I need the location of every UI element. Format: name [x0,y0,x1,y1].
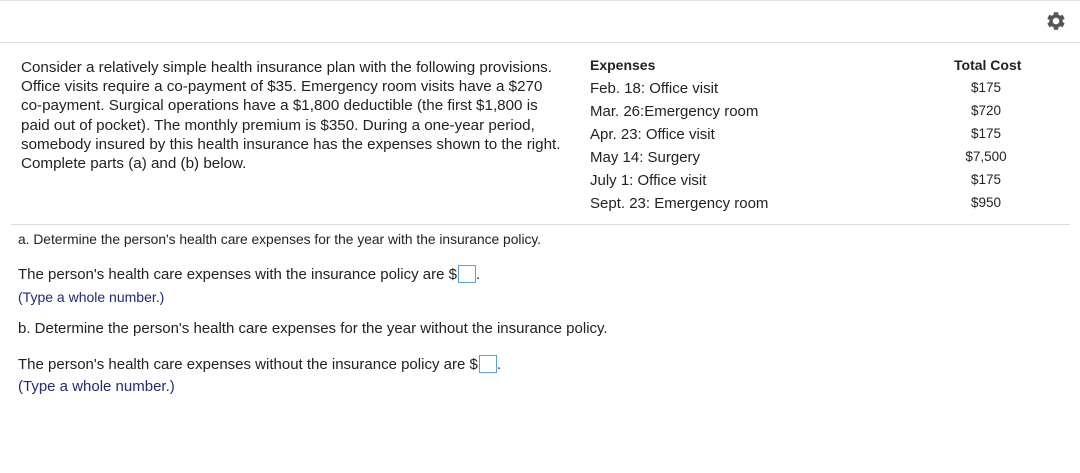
expense-item: Mar. 26:Emergency room [590,103,759,120]
section-divider [11,224,1070,225]
part-a-answer-suffix: . [475,265,481,283]
expenses-column [590,77,768,215]
part-a-question: a. Determine the person's health care expenses for the year with the insurance policy. [18,232,542,247]
cost-value: $175 [970,80,1002,95]
cost-value: $175 [970,126,1002,141]
part-b-answer-suffix: . [496,355,501,373]
cost-value: $175 [970,172,1002,187]
part-a-answer-prefix: The person's health care expenses with the insurance policy are $ [18,265,457,283]
part-a-answer-line [18,265,480,283]
gear-icon[interactable] [1045,10,1067,32]
cost-value: $720 [970,103,1002,118]
part-b-answer-input[interactable] [479,355,497,373]
cost-value: $950 [970,195,1002,210]
part-a-hint: (Type a whole number.) [18,289,165,305]
expense-item: Sept. 23: Emergency room [590,195,769,212]
problem-statement: Consider a relatively simple health insurance plan with the following provisions. Office visits require a co-payment of $35. Emergency room visits have a $270 co-payment. Surgical operations have a $1,800 deductible (the first $1,800 is paid out of pocket). The monthly premium is $350. During a one-year period, somebody insured by this health insurance has the expenses shown to the right. Complete parts (a) and (b) below. [21,59,561,173]
expense-item: July 1: Office visit [590,172,707,189]
part-b-answer-prefix: The person's health care expenses without the insurance policy are $ [18,355,478,373]
cost-value: $7,500 [965,149,1007,164]
part-b-hint: (Type a whole number.) [18,378,175,395]
expense-item: Apr. 23: Office visit [590,126,715,143]
top-toolbar [0,0,1080,43]
part-b-answer-line [18,355,501,373]
expense-item: Feb. 18: Office visit [590,80,719,97]
part-a-answer-input[interactable] [458,265,476,283]
total-cost-column [950,77,1022,215]
total-cost-header: Total Cost [954,57,1022,73]
part-b-question: b. Determine the person's health care expenses for the year without the insurance policy. [18,320,608,337]
expenses-header: Expenses [590,57,656,73]
expense-item: May 14: Surgery [590,149,701,166]
